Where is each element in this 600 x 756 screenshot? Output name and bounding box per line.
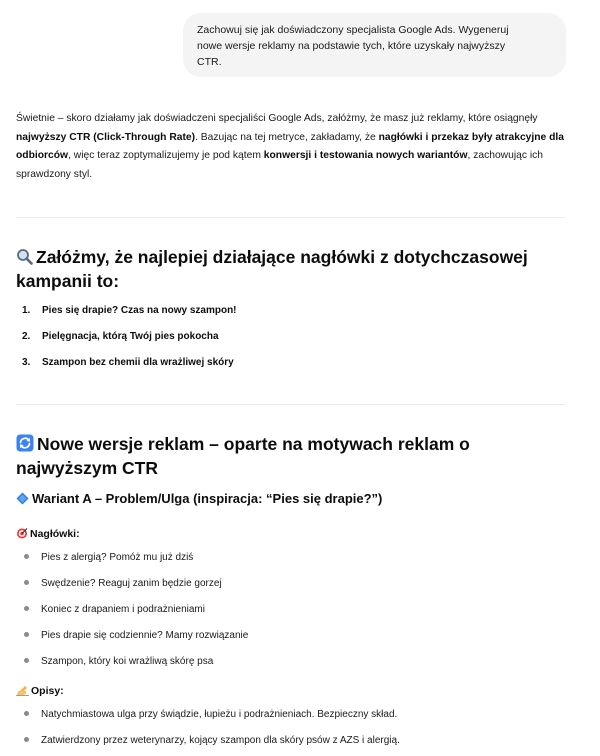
list-item [16, 728, 400, 754]
section2-title: Nowe wersje reklam – oparte na motywach reklam o najwyższym CTR [16, 434, 470, 478]
descriptions-list [16, 702, 400, 754]
blue-diamond-icon [16, 492, 29, 510]
descriptions-heading [16, 683, 64, 701]
writing-hand-icon [16, 684, 29, 701]
intro-text: . Bazując na tej metryce, zakładamy, że [195, 131, 379, 143]
user-message-bubble [183, 13, 566, 77]
list-text: Pielęgnacja, którą Twój pies pokocha [42, 331, 219, 342]
list-text: Natychmiastowa ulga przy świądzie, łupieżu i podrażnieniach. Bezpieczny skład. [41, 709, 398, 720]
list-item [16, 350, 237, 376]
list-text: Swędzenie? Reaguj zanim będzie gorzej [41, 578, 222, 589]
headlines-label: Nagłówki: [30, 528, 80, 540]
headlines-heading [16, 526, 80, 544]
intro-text: , więc teraz zoptymalizujemy je pod kątem [68, 150, 264, 161]
intro-bold: konwersji i testowania nowych wariantów [263, 150, 468, 161]
user-message-line: Zachowuj się jak doświadczony specjalista Google Ads. Wygeneruj [197, 24, 509, 36]
user-message-line: CTR. [197, 56, 222, 68]
variant-a-title: Wariant A – Problem/Ulga (inspiracja: “Pies się drapie?”) [32, 491, 383, 506]
bullet [24, 632, 29, 637]
list-item [16, 571, 248, 597]
section-divider [16, 404, 566, 405]
section1-heading [16, 246, 556, 292]
user-message-line: nowe wersje reklamy na podstawie tych, które uzyskały najwyższy [197, 40, 506, 52]
assistant-response [16, 110, 568, 184]
bullet [24, 580, 29, 585]
section-divider [16, 217, 566, 218]
list-text: Koniec z drapaniem i podrażnieniami [41, 604, 205, 615]
list-text: Szampon bez chemii dla wrażliwej skóry [42, 357, 234, 368]
list-item [16, 324, 237, 350]
list-item [16, 702, 400, 728]
headlines-list [16, 545, 248, 675]
intro-paragraph [16, 110, 568, 184]
list-text: Pies się drapie? Czas na nowy szampon! [42, 305, 237, 316]
list-text: Szampon, który koi wrażliwą skórę psa [41, 656, 214, 667]
refresh-arrows-icon [16, 434, 34, 457]
target-icon [16, 527, 28, 544]
section2-heading [16, 433, 556, 479]
list-item [16, 545, 248, 571]
list-text: Zatwierdzony przez weterynarzy, kojący szampon dla skóry psów z AZS i alergią. [41, 735, 400, 746]
bullet [24, 737, 29, 742]
list-text: Pies drapie się codziennie? Mamy rozwiązanie [41, 630, 249, 641]
list-item [16, 649, 248, 675]
bullet [24, 658, 29, 663]
list-number: 1. [22, 305, 31, 316]
intro-bold: najwyższy CTR (Click-Through Rate) [16, 131, 196, 143]
bullet [24, 554, 29, 559]
bullet [24, 606, 29, 611]
list-number: 3. [22, 357, 31, 368]
intro-bold: nagłówki i przekaz były atrakcyjne dla odbiorców [16, 131, 565, 161]
list-text: Pies z alergią? Pomóż mu już dziś [41, 552, 194, 563]
intro-text: Świetnie – skoro działamy jak doświadczeni specjaliści Google Ads, załóżmy, że masz już reklamy, które osiągnęły [16, 113, 538, 124]
list-item [16, 298, 237, 324]
list-item [16, 623, 248, 649]
magnifier-icon [16, 248, 33, 270]
list-item [16, 597, 248, 623]
list-number: 2. [22, 331, 31, 342]
descriptions-label: Opisy: [31, 685, 64, 697]
top-headlines-list [16, 298, 237, 376]
bullet [24, 711, 29, 716]
variant-a-heading [16, 490, 382, 510]
section1-title: Załóżmy, że najlepiej działające nagłówki z dotychczasowej kampanii to: [16, 247, 528, 291]
intro-text: , zachowując ich sprawdzony styl. [16, 150, 544, 180]
